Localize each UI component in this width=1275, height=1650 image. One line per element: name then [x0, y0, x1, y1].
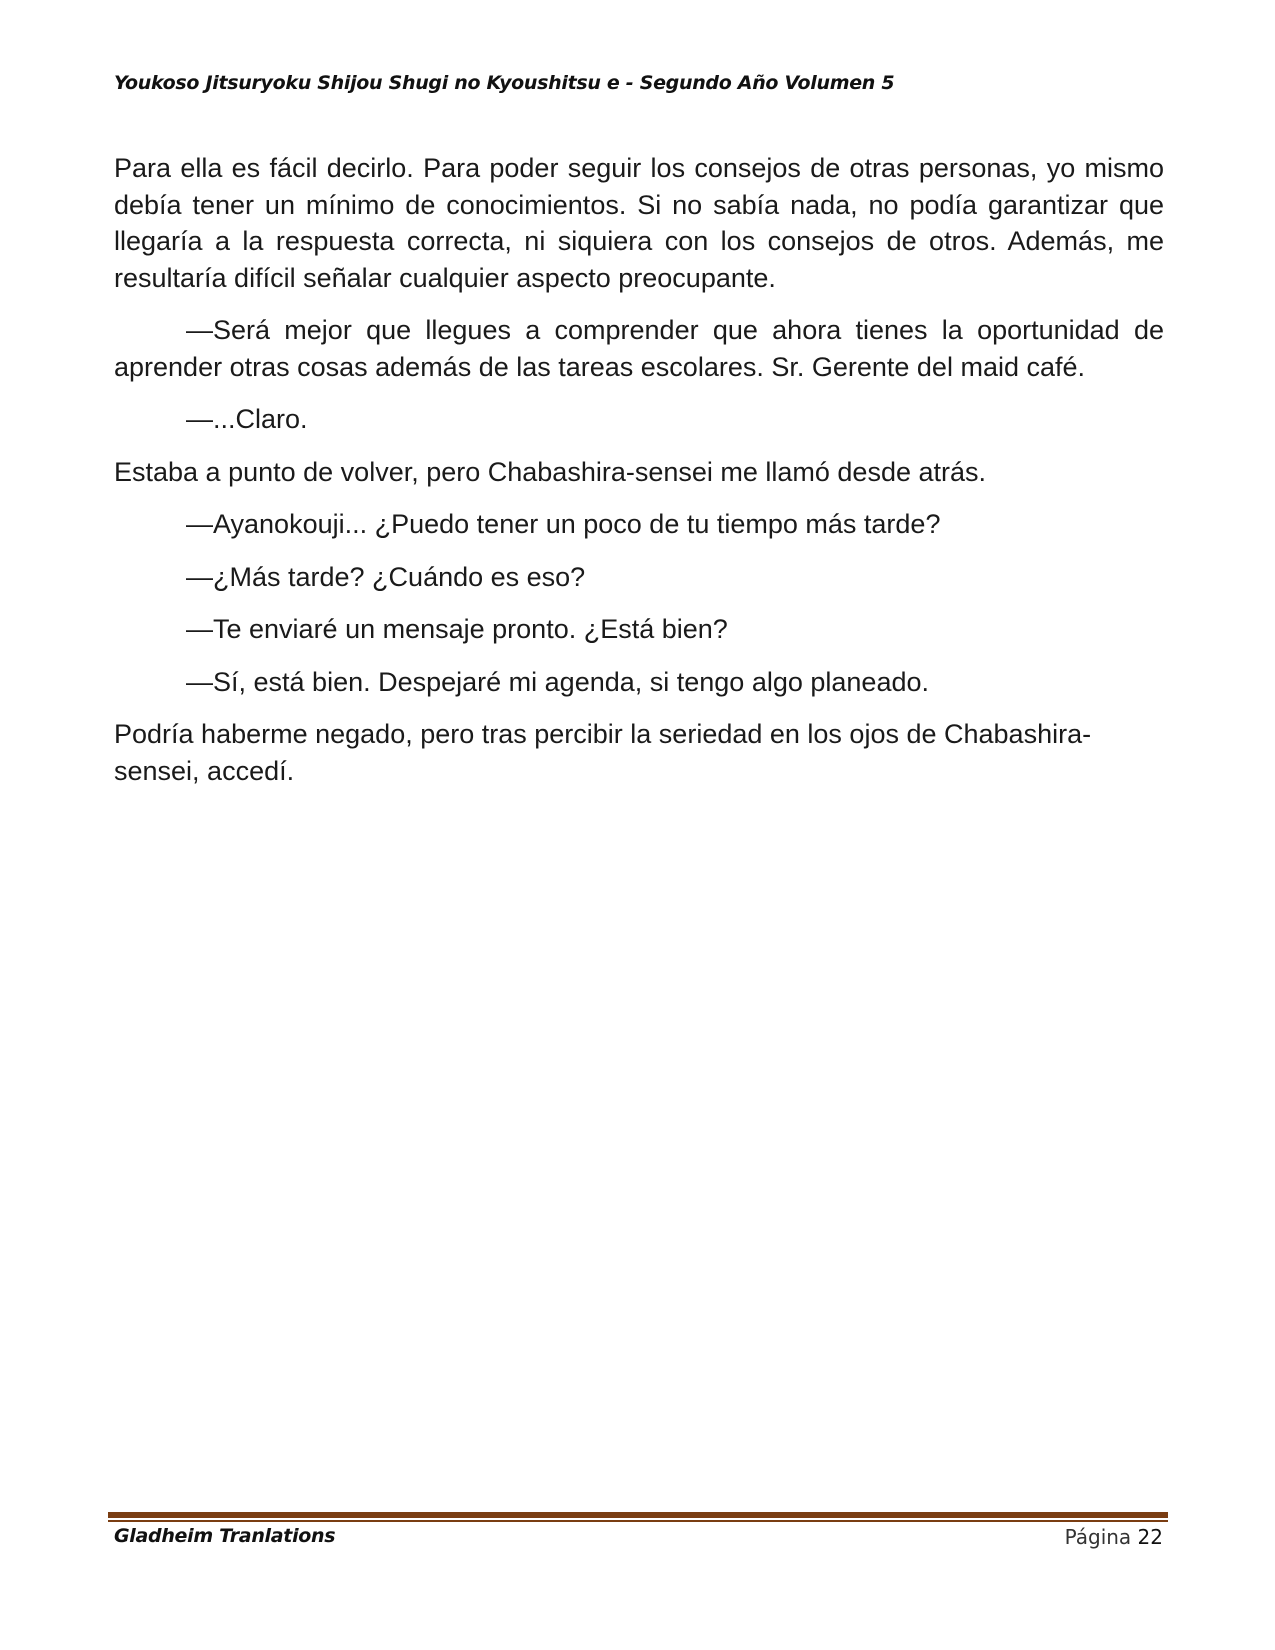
footer-divider-thin	[108, 1520, 1168, 1522]
page-number: 22	[1137, 1525, 1163, 1549]
dialogue-line: —Te enviaré un mensaje pronto. ¿Está bien?	[186, 614, 728, 644]
footer-divider-thick	[108, 1512, 1168, 1518]
narration-paragraph: Para ella es fácil decirlo. Para poder seguir los consejos de otras personas, yo mismo debía tener un mínimo de conocimientos. Si no sabía nada, no podía garantizar que llegaría a la respuesta correcta, ni siquiera con los consejos de otros. Además, me resultaría difícil señalar cualquier aspecto preocupante.	[114, 153, 1164, 293]
narration-paragraph: Podría haberme negado, pero tras percibir la seriedad en los ojos de Chabashira-sensei, accedí.	[114, 719, 1092, 786]
dialogue-line: —...Claro.	[186, 404, 308, 434]
dialogue-line: —Sí, está bien. Despejaré mi agenda, si tengo algo planeado.	[186, 666, 929, 697]
page-number-block	[1065, 1525, 1163, 1549]
footer-credit: Gladheim Tranlations	[114, 1525, 336, 1547]
dialogue-line: —¿Más tarde? ¿Cuándo es eso?	[186, 561, 586, 592]
running-header-title: Youkoso Jitsuryoku Shijou Shugi no Kyoushitsu e - Segundo Año Volumen 5	[114, 72, 895, 94]
page-label: Página	[1064, 1525, 1132, 1549]
narration-paragraph: Estaba a punto de volver, pero Chabashira-sensei me llamó desde atrás.	[114, 456, 987, 487]
dialogue-line: —Ayanokouji... ¿Puedo tener un poco de tu tiempo más tarde?	[186, 509, 941, 539]
dialogue-line: —Será mejor que llegues a comprender que ahora tienes la oportunidad de aprender otras cosas además de las tareas escolares. Sr. Gerente del maid café.	[114, 315, 1164, 382]
page-body	[114, 150, 1164, 805]
